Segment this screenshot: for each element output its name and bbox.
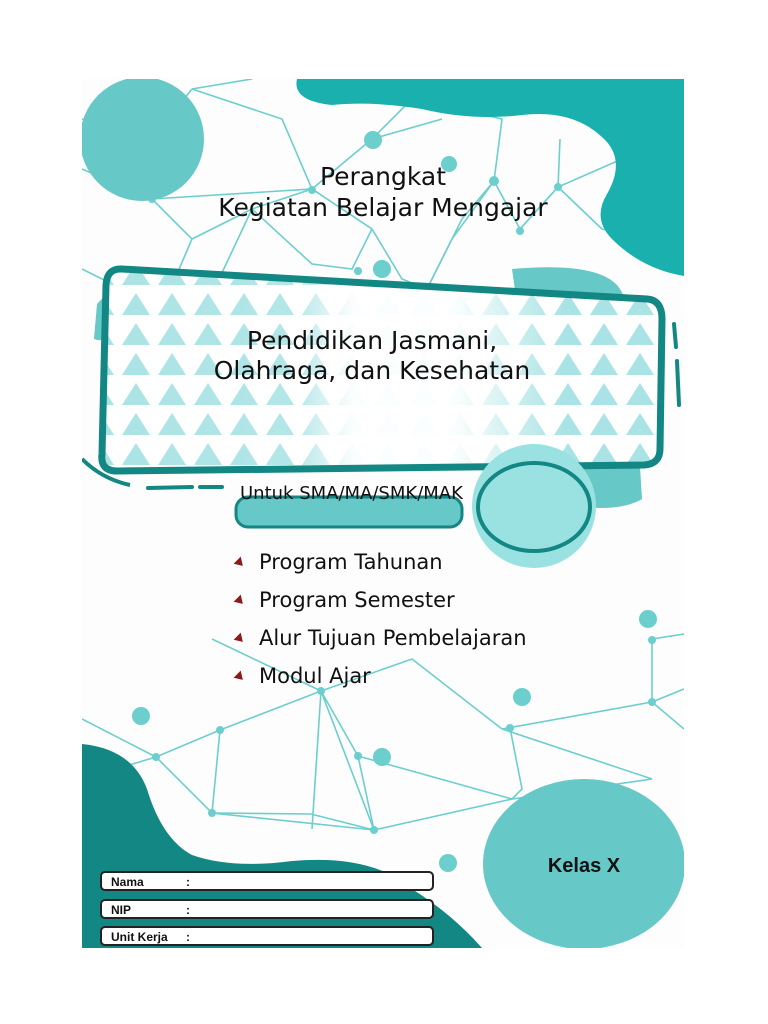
page-title-line-2: Kegiatan Belajar Mengajar	[218, 193, 548, 222]
name-field[interactable]	[100, 871, 434, 891]
list-item	[236, 659, 527, 697]
document-list	[236, 545, 527, 697]
nip-field-label: NIP	[111, 903, 132, 917]
bullet-arrow-icon	[234, 633, 247, 646]
audience-label: Untuk SMA/MA/SMK/MAK	[240, 483, 463, 504]
list-item-label: Program Semester	[259, 588, 455, 612]
class-label: Kelas X	[547, 855, 621, 877]
bullet-arrow-icon	[234, 671, 247, 684]
list-item-label: Modul Ajar	[259, 664, 371, 688]
bullet-arrow-icon	[234, 595, 247, 608]
list-item	[236, 583, 527, 621]
subject-title-line-2: Olahraga, dan Kesehatan	[213, 356, 531, 385]
list-item	[236, 621, 527, 659]
list-item-label: Alur Tujuan Pembelajaran	[259, 626, 527, 650]
cover-page	[82, 79, 684, 948]
unit-field-separator: :	[186, 930, 190, 944]
name-field-label: Nama	[111, 875, 144, 889]
unit-field[interactable]	[100, 926, 434, 946]
subject-title-line-1: Pendidikan Jasmani,	[246, 326, 498, 355]
name-field-separator: :	[186, 875, 190, 889]
nip-field[interactable]	[100, 899, 434, 919]
bullet-arrow-icon	[234, 557, 247, 570]
list-item-label: Program Tahunan	[259, 550, 443, 574]
page-title-line-1: Perangkat	[319, 162, 447, 191]
unit-field-label: Unit Kerja	[111, 930, 168, 944]
list-item	[236, 545, 527, 583]
ring-decoration	[478, 463, 590, 551]
nip-field-separator: :	[186, 903, 190, 917]
